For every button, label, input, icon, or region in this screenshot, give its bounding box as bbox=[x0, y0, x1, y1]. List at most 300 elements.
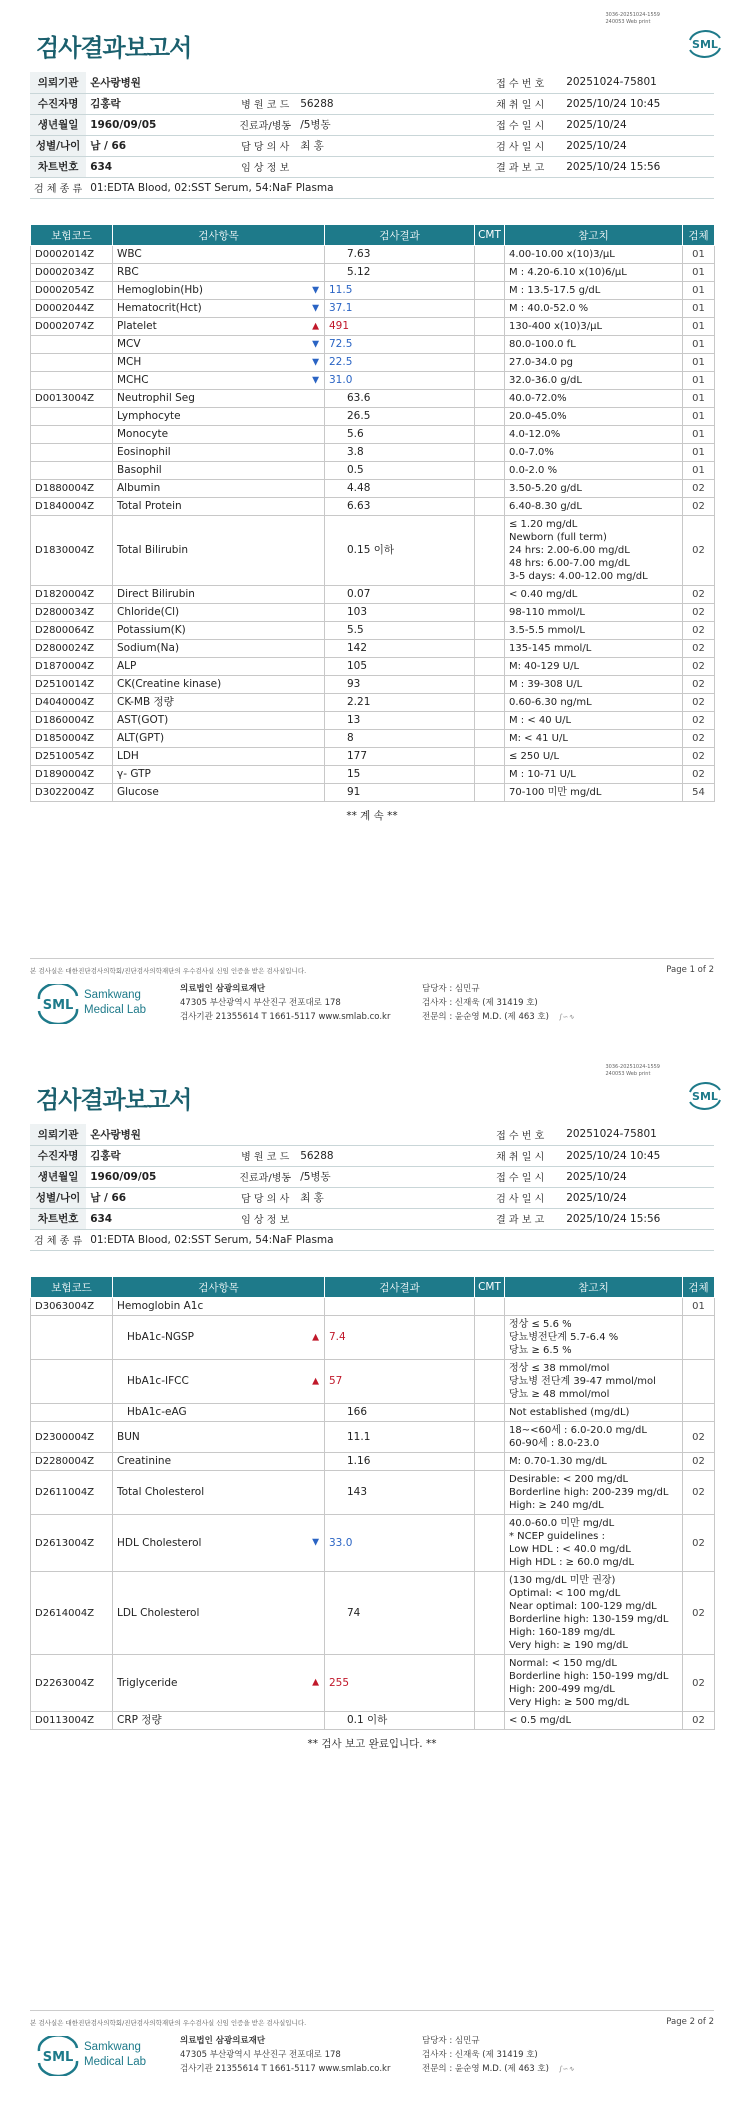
cmt-cell bbox=[475, 640, 505, 658]
result-value: 6.63 bbox=[347, 500, 371, 512]
column-header: 보험코드 bbox=[31, 1277, 113, 1298]
logo-line-1: Samkwang bbox=[84, 2041, 141, 2053]
stamp-line: 240053 Web print bbox=[605, 1071, 651, 1077]
result-cell bbox=[325, 658, 475, 676]
specimen-cell: 02 bbox=[683, 658, 715, 676]
result-value: 143 bbox=[347, 1486, 368, 1498]
accreditation-note: 본 검사실은 대한진단검사의학회/진단검사의학재단의 우수검사실 신임 인증을 받은 검사실입니다. bbox=[30, 2019, 307, 2027]
reference-range-cell: 3.50-5.20 g/dL bbox=[505, 480, 683, 498]
specimen-cell: 02 bbox=[683, 586, 715, 604]
result-value: 5.6 bbox=[347, 428, 364, 440]
cmt-cell bbox=[475, 372, 505, 390]
org-name: 의료법인 삼광의료재단 bbox=[180, 2036, 266, 2046]
result-value: 3.8 bbox=[347, 446, 364, 458]
address: 47305 부산광역시 부산진구 전포대로 178 bbox=[180, 998, 341, 1008]
low-flag-icon: ▼ bbox=[312, 375, 319, 385]
hdr-mid-value: /5병동 bbox=[296, 1166, 478, 1187]
table-row bbox=[31, 318, 715, 336]
test-name-cell: Chloride(Cl) bbox=[113, 604, 325, 622]
high-flag-icon: ▲ bbox=[312, 1332, 319, 1342]
insurance-code-cell: D1840004Z bbox=[31, 498, 113, 516]
reference-range-cell: < 0.40 mg/dL bbox=[505, 586, 683, 604]
specimen-cell: 02 bbox=[683, 516, 715, 586]
reference-range-cell: 0.0-2.0 % bbox=[505, 462, 683, 480]
insurance-code-cell: D0002044Z bbox=[31, 300, 113, 318]
test-name-cell: γ- GTP bbox=[113, 766, 325, 784]
hdr-label: 성별/나이 bbox=[30, 135, 86, 156]
result-cell bbox=[325, 1404, 475, 1422]
result-cell bbox=[312, 372, 475, 390]
cmt-cell bbox=[475, 354, 505, 372]
reference-range-cell: Desirable: < 200 mg/dL Borderline high: 200-239 mg/dL High: ≥ 240 mg/dL bbox=[505, 1471, 683, 1515]
column-header: 보험코드 bbox=[31, 225, 113, 246]
staff-line: 담당자 : 심민규 bbox=[422, 2036, 480, 2046]
result-cell bbox=[312, 1360, 475, 1404]
reference-range-cell: 80.0-100.0 fL bbox=[505, 336, 683, 354]
insurance-code-cell: D1820004Z bbox=[31, 586, 113, 604]
patient-info-table bbox=[30, 72, 714, 199]
hdr-value: 온사랑병원 bbox=[86, 1124, 478, 1145]
insurance-code-cell: D0013004Z bbox=[31, 390, 113, 408]
insurance-code-cell: D4040004Z bbox=[31, 694, 113, 712]
result-cell bbox=[325, 1298, 475, 1316]
specimen-cell: 02 bbox=[683, 1572, 715, 1655]
insurance-code-cell: D2510014Z bbox=[31, 676, 113, 694]
reference-range-cell: Not established (mg/dL) bbox=[505, 1404, 683, 1422]
cmt-cell bbox=[475, 1471, 505, 1515]
result-value: 91 bbox=[347, 786, 361, 798]
table-row bbox=[31, 1471, 715, 1515]
insurance-code-cell: D2280004Z bbox=[31, 1453, 113, 1471]
reference-range-cell: M: < 41 U/L bbox=[505, 730, 683, 748]
high-flag-icon: ▲ bbox=[312, 321, 319, 331]
hdr-label: 검 체 종 류 bbox=[30, 1229, 86, 1250]
doctor-line bbox=[422, 2062, 574, 2076]
hdr-value: 1960/09/05 bbox=[86, 1166, 234, 1187]
insurance-code-cell: D0002034Z bbox=[31, 264, 113, 282]
hdr-value: 김홍락 bbox=[86, 93, 234, 114]
test-name-cell: AST(GOT) bbox=[113, 712, 325, 730]
column-header: 참고치 bbox=[505, 225, 683, 246]
hdr-label: 수진자명 bbox=[30, 1145, 86, 1166]
reference-range-cell: M : 10-71 U/L bbox=[505, 766, 683, 784]
hdr-mid-value: /5병동 bbox=[296, 114, 478, 135]
hdr-mid-value: 최 홍 bbox=[296, 135, 478, 156]
cmt-cell bbox=[475, 462, 505, 480]
specimen-cell: 01 bbox=[683, 462, 715, 480]
specimen-cell: 01 bbox=[683, 282, 715, 300]
insurance-code-cell: D1890004Z bbox=[31, 766, 113, 784]
test-name-cell: MCH bbox=[113, 354, 325, 372]
result-value: 0.07 bbox=[347, 588, 371, 600]
specimen-cell: 01 bbox=[683, 1298, 715, 1316]
result-value: 7.63 bbox=[347, 248, 371, 260]
table-row bbox=[31, 1298, 715, 1316]
specimen-cell: 01 bbox=[683, 426, 715, 444]
result-cell bbox=[325, 730, 475, 748]
insurance-code-cell: D1830004Z bbox=[31, 516, 113, 586]
hdr-right-value: 2025/10/24 bbox=[562, 1166, 714, 1187]
table-row bbox=[31, 730, 715, 748]
hdr-value: 1960/09/05 bbox=[86, 114, 234, 135]
cmt-cell bbox=[475, 784, 505, 802]
insurance-code-cell bbox=[31, 336, 113, 354]
insurance-code-cell: D2614004Z bbox=[31, 1572, 113, 1655]
hdr-mid-value: 최 홍 bbox=[296, 1187, 478, 1208]
test-name-cell: Triglyceride bbox=[113, 1655, 325, 1712]
table-row bbox=[31, 694, 715, 712]
result-value: 57 bbox=[329, 1375, 343, 1387]
patient-info-table bbox=[30, 1124, 714, 1251]
specimen-cell: 01 bbox=[683, 390, 715, 408]
insurance-code-cell: D2613004Z bbox=[31, 1515, 113, 1572]
specimen-cell: 01 bbox=[683, 408, 715, 426]
hdr-right-value: 2025/10/24 10:45 bbox=[562, 1145, 714, 1166]
insurance-code-cell bbox=[31, 1360, 113, 1404]
cmt-cell bbox=[475, 1316, 505, 1360]
column-header: 검체 bbox=[683, 225, 715, 246]
column-header: 검사결과 bbox=[325, 1277, 475, 1298]
specimen-cell: 01 bbox=[683, 354, 715, 372]
result-value: 491 bbox=[329, 320, 350, 332]
table-row bbox=[31, 586, 715, 604]
reference-range-cell: ≤ 250 U/L bbox=[505, 748, 683, 766]
specimen-cell: 01 bbox=[683, 318, 715, 336]
reference-range-cell: 정상 ≤ 5.6 % 당뇨병전단계 5.7-6.4 % 당뇨 ≥ 6.5 % bbox=[505, 1316, 683, 1360]
specimen-cell: 02 bbox=[683, 748, 715, 766]
table-row bbox=[31, 408, 715, 426]
hdr-mid-label: 임 상 정 보 bbox=[234, 156, 296, 177]
stamp-line: 240053 Web print bbox=[605, 19, 651, 25]
result-cell bbox=[325, 622, 475, 640]
insurance-code-cell bbox=[31, 426, 113, 444]
test-name-cell: HbA1c-NGSP bbox=[113, 1316, 325, 1360]
cmt-cell bbox=[475, 480, 505, 498]
table-row bbox=[31, 1360, 715, 1404]
test-name-cell: Hemoglobin(Hb) bbox=[113, 282, 325, 300]
cmt-cell bbox=[475, 408, 505, 426]
reference-range-cell: 0.0-7.0% bbox=[505, 444, 683, 462]
reference-range-cell: 18~<60세 : 6.0-20.0 mg/dL 60-90세 : 8.0-23.0 bbox=[505, 1422, 683, 1453]
specimen-cell: 01 bbox=[683, 246, 715, 264]
reference-range-cell: 40.0-60.0 미만 mg/dL * NCEP guidelines : Low HDL : < 40.0 mg/dL High HDL : ≥ 60.0 mg/dL bbox=[505, 1515, 683, 1572]
result-value: 255 bbox=[329, 1676, 350, 1689]
table-row bbox=[31, 1316, 715, 1360]
column-header: 참고치 bbox=[505, 1277, 683, 1298]
cmt-cell bbox=[475, 246, 505, 264]
cmt-cell bbox=[475, 498, 505, 516]
hdr-label: 차트번호 bbox=[30, 156, 86, 177]
cmt-cell bbox=[475, 676, 505, 694]
result-cell bbox=[325, 640, 475, 658]
logo-line-2: Medical Lab bbox=[84, 2056, 147, 2068]
cmt-cell bbox=[475, 712, 505, 730]
table-row bbox=[31, 1422, 715, 1453]
cmt-cell bbox=[475, 586, 505, 604]
table-row bbox=[31, 676, 715, 694]
result-cell bbox=[325, 390, 475, 408]
footer-divider bbox=[30, 958, 714, 959]
samkwang-logo bbox=[36, 984, 156, 1026]
insurance-code-cell: D3063004Z bbox=[31, 1298, 113, 1316]
result-value: 26.5 bbox=[347, 410, 371, 422]
test-name-cell: LDH bbox=[113, 748, 325, 766]
specimen-cell: 02 bbox=[683, 498, 715, 516]
table-row bbox=[31, 390, 715, 408]
test-name-cell: ALP bbox=[113, 658, 325, 676]
cmt-cell bbox=[475, 1572, 505, 1655]
result-value: 7.4 bbox=[329, 1331, 346, 1343]
accreditation-note: 본 검사실은 대한진단검사의학회/진단검사의학재단의 우수검사실 신임 인증을 받은 검사실입니다. bbox=[30, 967, 307, 975]
table-row bbox=[31, 766, 715, 784]
insurance-code-cell: D1860004Z bbox=[31, 712, 113, 730]
insurance-code-cell: D2263004Z bbox=[31, 1655, 113, 1712]
result-cell bbox=[312, 1316, 475, 1360]
result-cell bbox=[312, 282, 475, 300]
sml-footer-logo-icon bbox=[36, 2036, 80, 2076]
table-row bbox=[31, 336, 715, 354]
insurance-code-cell: D0113004Z bbox=[31, 1712, 113, 1730]
result-value: 63.6 bbox=[347, 392, 371, 404]
table-row bbox=[31, 1404, 715, 1422]
signature-icon: ∫∽∿ bbox=[558, 1013, 575, 1021]
report-complete-note: ** 검사 보고 완료입니다. ** bbox=[307, 1738, 437, 1750]
specimen-cell: 01 bbox=[683, 444, 715, 462]
hdr-right-value: 20251024-75801 bbox=[562, 1124, 714, 1145]
footer-divider bbox=[30, 2010, 714, 2011]
specimen-cell: 02 bbox=[683, 604, 715, 622]
result-cell bbox=[312, 336, 475, 354]
high-flag-icon: ▲ bbox=[312, 1376, 319, 1386]
result-value: 13 bbox=[347, 714, 361, 726]
cmt-cell bbox=[475, 604, 505, 622]
cmt-cell bbox=[475, 1712, 505, 1730]
hdr-value: 김홍락 bbox=[86, 1145, 234, 1166]
test-name-cell: Potassium(K) bbox=[113, 622, 325, 640]
hdr-value: 01:EDTA Blood, 02:SST Serum, 54:NaF Plasma bbox=[86, 1229, 714, 1250]
low-flag-icon: ▼ bbox=[312, 357, 319, 367]
cmt-cell bbox=[475, 694, 505, 712]
svg-text:SML: SML bbox=[42, 998, 74, 1013]
result-cell bbox=[325, 694, 475, 712]
reference-range-cell: M : 4.20-6.10 x(10)6/μL bbox=[505, 264, 683, 282]
hdr-right-label: 채 취 일 시 bbox=[478, 1145, 562, 1166]
test-name-cell: Total Bilirubin bbox=[113, 516, 325, 586]
reference-range-cell: 70-100 미만 mg/dL bbox=[505, 784, 683, 802]
insurance-code-cell: D2510054Z bbox=[31, 748, 113, 766]
test-name-cell: Eosinophil bbox=[113, 444, 325, 462]
hdr-value: 634 bbox=[86, 1208, 234, 1229]
result-cell bbox=[325, 604, 475, 622]
result-cell bbox=[312, 1655, 475, 1712]
logo-line-2: Medical Lab bbox=[84, 1004, 147, 1016]
doctor-text: 전문의 : 윤순영 M.D. (제 463 호) bbox=[422, 1012, 549, 1022]
reference-range-cell: ≤ 1.20 mg/dL Newborn (full term) 24 hrs: 2.00-6.00 mg/dL 48 hrs: 6.00-7.00 mg/dL 3-5 days: 4.00-12.00 mg/dL bbox=[505, 516, 683, 586]
test-name-cell: HbA1c-eAG bbox=[113, 1404, 325, 1422]
result-value: 37.1 bbox=[329, 302, 353, 314]
result-value: 0.15 이하 bbox=[347, 544, 395, 556]
cmt-cell bbox=[475, 1453, 505, 1471]
test-name-cell: Lymphocyte bbox=[113, 408, 325, 426]
sml-logo-icon bbox=[686, 1080, 724, 1112]
print-stamp bbox=[605, 12, 660, 26]
result-cell bbox=[325, 1422, 475, 1453]
table-row bbox=[31, 1712, 715, 1730]
staff-line: 담당자 : 심민규 bbox=[422, 984, 480, 994]
test-name-cell: Hematocrit(Hct) bbox=[113, 300, 325, 318]
table-row bbox=[31, 300, 715, 318]
hdr-label: 생년월일 bbox=[30, 1166, 86, 1187]
table-row bbox=[31, 426, 715, 444]
cmt-cell bbox=[475, 444, 505, 462]
test-name-cell: MCHC bbox=[113, 372, 325, 390]
cmt-cell bbox=[475, 300, 505, 318]
samkwang-logo bbox=[36, 2036, 156, 2078]
table-row bbox=[31, 480, 715, 498]
specimen-cell: 01 bbox=[683, 372, 715, 390]
column-header: CMT bbox=[475, 225, 505, 246]
page-number: Page 1 of 2 bbox=[666, 965, 714, 975]
hdr-right-value: 2025/10/24 bbox=[562, 1187, 714, 1208]
table-row bbox=[31, 498, 715, 516]
org-name: 의료법인 삼광의료재단 bbox=[180, 984, 266, 994]
result-value: 2.21 bbox=[347, 696, 371, 708]
specimen-cell: 01 bbox=[683, 264, 715, 282]
table-row bbox=[31, 354, 715, 372]
tester-line: 검사자 : 신재욱 (제 31419 호) bbox=[422, 2050, 538, 2060]
cmt-cell bbox=[475, 730, 505, 748]
specimen-cell bbox=[683, 1360, 715, 1404]
reference-range-cell: < 0.5 mg/dL bbox=[505, 1712, 683, 1730]
test-name-cell: BUN bbox=[113, 1422, 325, 1453]
hdr-right-value: 2025/10/24 15:56 bbox=[562, 156, 714, 177]
hdr-label: 성별/나이 bbox=[30, 1187, 86, 1208]
insurance-code-cell: D1850004Z bbox=[31, 730, 113, 748]
lab-info bbox=[180, 2034, 390, 2076]
specimen-cell: 02 bbox=[683, 766, 715, 784]
hdr-value: 온사랑병원 bbox=[86, 72, 478, 93]
address: 47305 부산광역시 부산진구 전포대로 178 bbox=[180, 2050, 341, 2060]
table-row bbox=[31, 640, 715, 658]
specimen-cell: 02 bbox=[683, 1515, 715, 1572]
lab-info bbox=[180, 982, 390, 1024]
cmt-cell bbox=[475, 282, 505, 300]
cmt-cell bbox=[475, 622, 505, 640]
reference-range-cell: 4.00-10.00 x(10)3/μL bbox=[505, 246, 683, 264]
results-table bbox=[30, 1276, 715, 1730]
table-row bbox=[31, 622, 715, 640]
result-value: 177 bbox=[347, 750, 368, 762]
result-cell bbox=[325, 408, 475, 426]
specimen-cell: 01 bbox=[683, 300, 715, 318]
reference-range-cell: M : < 40 U/L bbox=[505, 712, 683, 730]
sml-logo-icon bbox=[686, 28, 724, 60]
cmt-cell bbox=[475, 516, 505, 586]
tester-line: 검사자 : 신재욱 (제 31419 호) bbox=[422, 998, 538, 1008]
reference-range-cell: 정상 ≤ 38 mmol/mol 당뇨병 전단계 39-47 mmol/mol 당뇨 ≥ 48 mmol/mol bbox=[505, 1360, 683, 1404]
reference-range-cell: M: 40-129 U/L bbox=[505, 658, 683, 676]
result-value: 33.0 bbox=[329, 1536, 353, 1549]
result-cell bbox=[312, 354, 475, 372]
hdr-value: 01:EDTA Blood, 02:SST Serum, 54:NaF Plasma bbox=[86, 177, 714, 198]
hdr-right-label: 검 사 일 시 bbox=[478, 1187, 562, 1208]
cmt-cell bbox=[475, 1655, 505, 1712]
specimen-cell: 02 bbox=[683, 676, 715, 694]
doctor-text: 전문의 : 윤순영 M.D. (제 463 호) bbox=[422, 2064, 549, 2074]
table-row bbox=[31, 1453, 715, 1471]
result-value: 103 bbox=[347, 606, 368, 618]
test-name-cell: CK(Creatine kinase) bbox=[113, 676, 325, 694]
result-cell bbox=[325, 1712, 475, 1730]
table-row bbox=[31, 658, 715, 676]
test-name-cell: Creatinine bbox=[113, 1453, 325, 1471]
result-cell bbox=[325, 1572, 475, 1655]
insurance-code-cell bbox=[31, 408, 113, 426]
svg-text:SML: SML bbox=[692, 1090, 718, 1103]
hdr-mid-value bbox=[296, 156, 478, 177]
specimen-cell: 02 bbox=[683, 1471, 715, 1515]
cmt-cell bbox=[475, 1515, 505, 1572]
column-header: 검사항목 bbox=[113, 225, 325, 246]
result-cell bbox=[325, 676, 475, 694]
test-name-cell: RBC bbox=[113, 264, 325, 282]
insurance-code-cell bbox=[31, 1404, 113, 1422]
table-row bbox=[31, 784, 715, 802]
insurance-code-cell: D2800024Z bbox=[31, 640, 113, 658]
result-cell bbox=[325, 462, 475, 480]
result-value: 5.12 bbox=[347, 266, 371, 278]
result-value: 11.1 bbox=[347, 1430, 371, 1443]
result-value: 31.0 bbox=[329, 374, 353, 386]
hdr-mid-label: 진료과/병동 bbox=[234, 1166, 296, 1187]
test-name-cell: Total Cholesterol bbox=[113, 1471, 325, 1515]
cmt-cell bbox=[475, 748, 505, 766]
result-value: 72.5 bbox=[329, 338, 353, 350]
reference-range-cell: 40.0-72.0% bbox=[505, 390, 683, 408]
table-row bbox=[31, 748, 715, 766]
insurance-code-cell: D0002074Z bbox=[31, 318, 113, 336]
result-value: 0.1 이하 bbox=[347, 1714, 388, 1726]
hdr-right-value: 2025/10/24 bbox=[562, 114, 714, 135]
test-name-cell: WBC bbox=[113, 246, 325, 264]
reference-range-cell bbox=[505, 1298, 683, 1316]
column-header: 검체 bbox=[683, 1277, 715, 1298]
reference-range-cell: (130 mg/dL 미만 권장) Optimal: < 100 mg/dL Near optimal: 100-129 mg/dL Borderline high: 130-159 mg/dL High: 160-189 mg/dL Very high: ≥ 190 mg/dL bbox=[505, 1572, 683, 1655]
result-value: 166 bbox=[347, 1406, 368, 1418]
stamp-line: 3036-20251024-1559 bbox=[605, 12, 660, 18]
test-name-cell: CRP 정량 bbox=[113, 1712, 325, 1730]
hdr-mid-label: 담 당 의 사 bbox=[234, 135, 296, 156]
result-value: 5.5 bbox=[347, 624, 364, 636]
doctor-line bbox=[422, 1010, 574, 1024]
reference-range-cell: M: 0.70-1.30 mg/dL bbox=[505, 1453, 683, 1471]
test-name-cell: Platelet bbox=[113, 318, 325, 336]
column-header: CMT bbox=[475, 1277, 505, 1298]
reference-range-cell: 4.0-12.0% bbox=[505, 426, 683, 444]
reference-range-cell: 0.60-6.30 ng/mL bbox=[505, 694, 683, 712]
result-cell bbox=[325, 1471, 475, 1515]
insurance-code-cell: D1870004Z bbox=[31, 658, 113, 676]
specimen-cell: 02 bbox=[683, 712, 715, 730]
hdr-right-label: 접 수 일 시 bbox=[478, 114, 562, 135]
logo-line-1: Samkwang bbox=[84, 989, 141, 1001]
signatures bbox=[422, 2034, 574, 2076]
result-value: 74 bbox=[347, 1606, 361, 1619]
hdr-value: 634 bbox=[86, 156, 234, 177]
result-cell bbox=[325, 444, 475, 462]
hdr-label: 수진자명 bbox=[30, 93, 86, 114]
report-title: 검사결과보고서 bbox=[36, 34, 192, 62]
